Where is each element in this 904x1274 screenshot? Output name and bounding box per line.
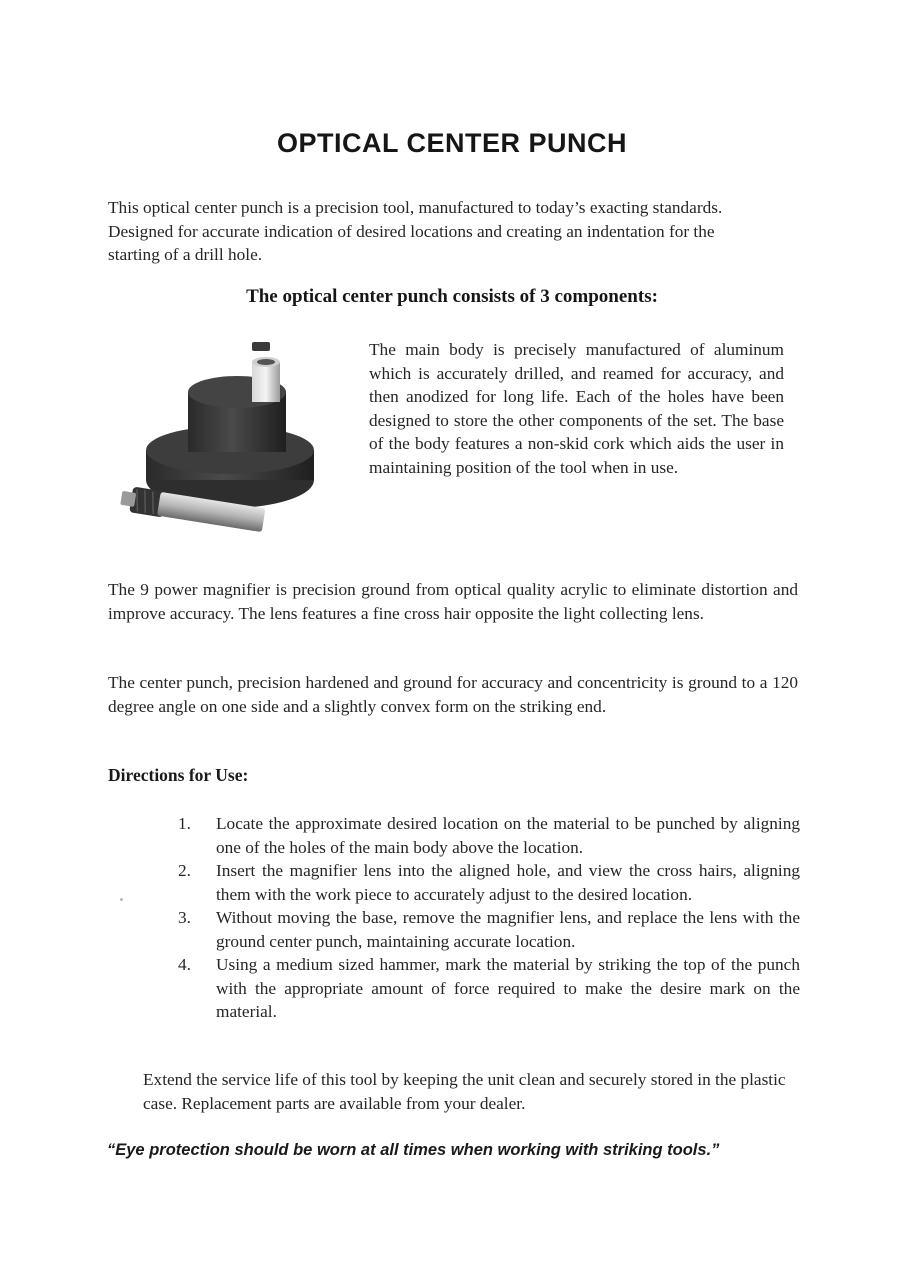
service-note: Extend the service life of this tool by keeping the unit clean and securely stored in the plastic case. Replacement parts are available from your dealer. xyxy=(143,1070,786,1113)
step-text: Locate the approximate desired location on the material to be punched by aligning one of the holes of the main body above the location. xyxy=(216,814,800,857)
step-text: Insert the magnifier lens into the aligned hole, and view the cross hairs, aligning them with the work piece to accurately adjust to the desired location. xyxy=(216,861,800,904)
list-item xyxy=(174,859,800,906)
magnifier-description: The 9 power magnifier is precision ground from optical quality acrylic to eliminate distortion and improve accuracy. The lens features a fine cross hair opposite the light collecting lens. xyxy=(108,580,798,623)
list-item xyxy=(174,906,800,953)
list-item xyxy=(174,953,800,1024)
main-body-description: The main body is precisely manufactured of aluminum which is accurately drilled, and reamed for accuracy, and then anodized for long life. Each of the holes have been designed to store the other components of the set. The base of the body features a non-skid cork which aids the user in maintaining position of the tool when in use. xyxy=(369,340,784,477)
intro-paragraph: This optical center punch is a precision tool, manufactured to today’s exacting standards. Designed for accurate indication of desired locations and creating an indentation for the starting of a drill hole. xyxy=(108,198,723,264)
optical-center-punch-photo-icon xyxy=(112,332,352,542)
punch-description: The center punch, precision hardened and ground for accuracy and concentricity is ground to a 120 degree angle on one side and a slightly convex form on the striking end. xyxy=(108,673,798,716)
directions-heading: Directions for Use: xyxy=(108,765,249,785)
step-number: 2. xyxy=(178,861,191,880)
product-photo xyxy=(112,332,352,542)
step-number: 4. xyxy=(178,955,191,974)
safety-warning: “Eye protection should be worn at all times when working with striking tools.” xyxy=(107,1141,720,1159)
step-number: 1. xyxy=(178,814,191,833)
components-heading: The optical center punch consists of 3 components: xyxy=(246,286,658,307)
step-number: 3. xyxy=(178,908,191,927)
page-title: OPTICAL CENTER PUNCH xyxy=(276,128,628,158)
directions-list xyxy=(174,812,800,1024)
step-text: Without moving the base, remove the magnifier lens, and replace the lens with the ground center punch, maintaining accurate location. xyxy=(216,908,800,951)
scan-speck xyxy=(120,898,123,901)
step-text: Using a medium sized hammer, mark the material by striking the top of the punch with the appropriate amount of force required to make the desire mark on the material. xyxy=(216,955,800,1021)
list-item xyxy=(174,812,800,859)
